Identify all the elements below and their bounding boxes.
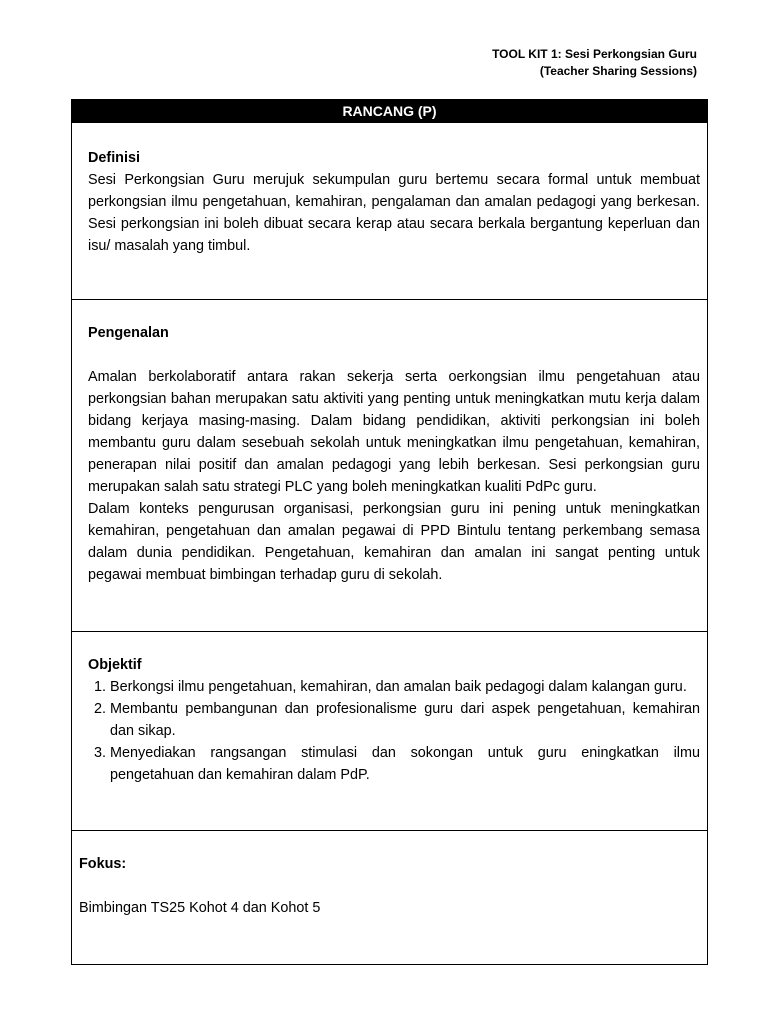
pengenalan-paragraph-1: Amalan berkolaboratif antara rakan sekerja serta oerkongsian ilmu pengetahuan atau perkongsian bahan merupakan satu aktiviti yang penting untuk meningkatkan mutu kerja dalam bidang kerjaya masing-masing. Dalam bidang pendidikan, aktiviti perkongsian ini boleh membantu guru dalam sesebuah sekolah untuk meningkatkan ilmu pengetahuan, kemahiran, penerapan nilai positif dan amalan pedagogi yang lebih berkesan. Sesi perkongsian guru merupakan salah satu strategi PLC yang boleh meningkatkan kualiti PdPc guru.: [88, 369, 700, 495]
pengenalan-paragraph-2: Dalam konteks pengurusan organisasi, perkongsian guru ini pening untuk meningkatkan kemahiran, pengetahuan dan amalan pegawai di PPD Bintulu tentang perkembang semasa dalam dunia pendidikan. Pengetahuan, kemahiran dan amalan ini sangat penting untuk pegawai membuat bimbingan terhadap guru di sekolah.: [88, 501, 700, 583]
fokus-section: [72, 830, 707, 964]
pengenalan-section: [72, 299, 707, 631]
rancang-title-bar: RANCANG (P): [72, 100, 707, 122]
rancang-table: [71, 99, 708, 965]
objektif-item-2: 2. Membantu pembangunan dan profesionalisme guru dari aspek pengetahuan, kemahiran dan sikap.: [110, 698, 700, 742]
fokus-heading: Fokus:: [79, 856, 127, 872]
definisi-text: Sesi Perkongsian Guru merujuk sekumpulan guru bertemu secara formal untuk membuat perkongsian ilmu pengetahuan, kemahiran, pengalaman dan amalan pedagogi yang berkesan. Sesi perkongsian ini boleh dibuat secara kerap atau secara berkala bergantung keperluan dan isu/ masalah yang timbul.: [88, 172, 700, 254]
objektif-section: [72, 631, 707, 830]
fokus-text: Bimbingan TS25 Kohot 4 dan Kohot 5: [79, 900, 321, 916]
header-toolkit-subtitle: (Teacher Sharing Sessions): [539, 64, 697, 78]
objektif-list: [88, 676, 700, 786]
objektif-heading: Objektif: [88, 657, 142, 673]
definisi-section: [72, 122, 707, 299]
objektif-item-1: 1. Berkongsi ilmu pengetahuan, kemahiran, dan amalan baik pedagogi dalam kalangan guru.: [110, 676, 700, 698]
definisi-heading: Definisi: [88, 150, 140, 166]
header-toolkit-title: TOOL KIT 1: Sesi Perkongsian Guru: [492, 47, 697, 61]
objektif-item-3: 3. Menyediakan rangsangan stimulasi dan sokongan untuk guru eningkatkan ilmu pengetahuan dan kemahiran dalam PdP.: [110, 742, 700, 786]
document-header: [492, 46, 697, 80]
pengenalan-heading: Pengenalan: [88, 325, 169, 341]
